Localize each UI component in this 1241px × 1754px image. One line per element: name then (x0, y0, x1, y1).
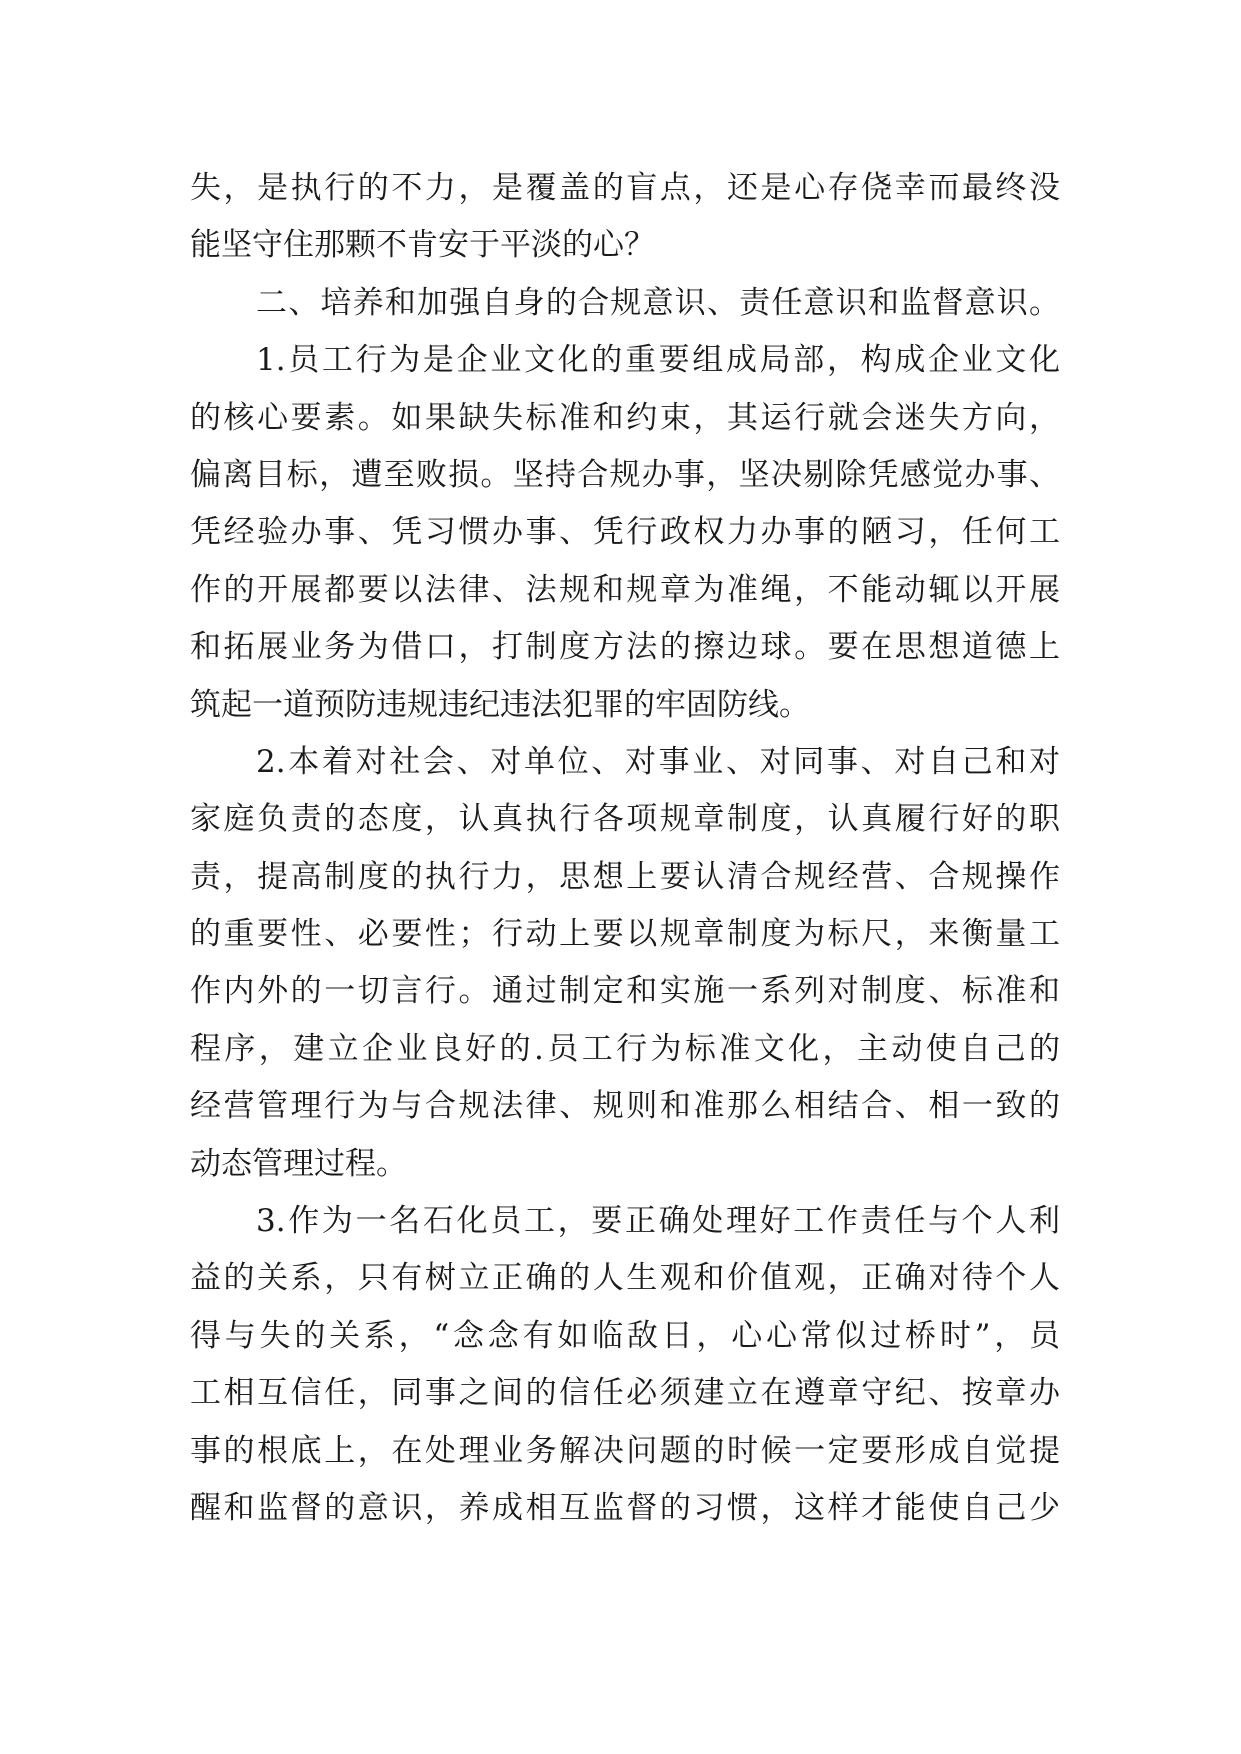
text-line: 家庭负责的态度，认真执行各项规章制度，认真履行好的职 (190, 801, 1060, 838)
text-line: 得与失的关系，“念念有如临敌日，心心常似过桥时”，员 (190, 1317, 1060, 1354)
text-line: 作的开展都要以法律、法规和规章为准绳，不能动辄以开展 (190, 571, 1060, 608)
text-line: 凭经验办事、凭习惯办事、凭行政权力办事的陋习，任何工 (190, 514, 1060, 551)
text-line: 程序，建立企业良好的.员工行为标准文化，主动使自己的 (190, 1030, 1060, 1067)
text-line: 失，是执行的不力，是覆盖的盲点，还是心存侥幸而最终没 (190, 170, 1060, 206)
text-line: 经营管理行为与合规法律、规则和准那么相结合、相一致的 (190, 1088, 1060, 1125)
text-line: 2.本着对社会、对单位、对事业、对同事、对自己和对 (256, 743, 1060, 780)
text-line: 的核心要素。如果缺失标准和约束，其运行就会迷失方向， (190, 399, 1060, 436)
text-line: 责，提高制度的执行力，思想上要认清合规经营、合规操作 (190, 858, 1060, 895)
text-line: 工相互信任，同事之间的信任必须建立在遵章守纪、按章办 (190, 1375, 1060, 1412)
document-body (190, 160, 1060, 1537)
text-line: 作内外的一切言行。通过制定和实施一系列对制度、标准和 (190, 973, 1060, 1010)
text-line: 3.作为一名石化员工，要正确处理好工作责任与个人利 (256, 1203, 1060, 1240)
text-line: 益的关系，只有树立正确的人生观和价值观，正确对待个人 (190, 1260, 1060, 1297)
text-line: 能坚守住那颗不肯安于平淡的心？ (190, 227, 655, 264)
text-line: 和拓展业务为借口，打制度方法的擦边球。要在思想道德上 (190, 629, 1060, 666)
text-line: 醒和监督的意识，养成相互监督的习惯，这样才能使自己少 (190, 1489, 1060, 1526)
text-line: 事的根底上，在处理业务解决问题的时候一定要形成自觉提 (190, 1432, 1060, 1469)
text-line: 1.员工行为是企业文化的重要组成局部，构成企业文化 (256, 342, 1060, 379)
text-line: 偏离目标，遭至败损。坚持合规办事，坚决剔除凭感觉办事、 (190, 456, 1060, 493)
text-line: 二、培养和加强自身的合规意识、责任意识和监督意识。 (256, 284, 1060, 321)
text-line: 筑起一道预防违规违纪违法犯罪的牢固防线。 (190, 686, 810, 723)
text-line: 的重要性、必要性；行动上要以规章制度为标尺，来衡量工 (190, 916, 1060, 953)
text-line: 动态管理过程。 (190, 1145, 407, 1182)
